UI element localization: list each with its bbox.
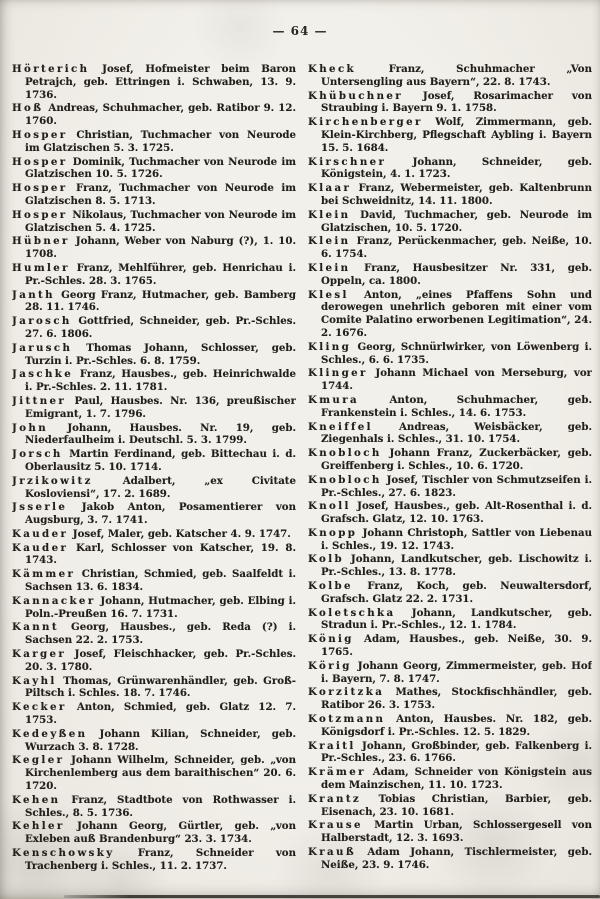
entry-surname: König — [308, 633, 354, 646]
entry-text: Johann Georg, Zimmermeister, geb. Hof i. Bayern, 7. 8. 1747. — [321, 659, 592, 685]
entry-text: Thomas, Grünwarenhändler, geb. Groß-Piltsch i. Schles. 18. 7. 1746. — [25, 674, 296, 700]
register-entry — [12, 595, 296, 621]
register-entry — [308, 156, 592, 182]
entry-surname: Kämmer — [12, 568, 76, 581]
entry-text: Johann, Schneider, geb. Königstein, 4. 1. 1723. — [321, 155, 592, 181]
entry-text: Franz, Mehlführer, geb. Henrichau i. Pr.-Schles. 28. 3. 1765. — [25, 261, 296, 287]
register-entry — [308, 819, 592, 845]
entry-text: Johann Michael von Merseburg, vor 1744. — [321, 367, 592, 393]
entry-surname: Hosper — [12, 182, 68, 195]
entry-text: Georg, Schnürlwirker, von Löwenberg i. Schles., 6. 6. 1735. — [321, 340, 592, 366]
register-entry — [12, 156, 296, 182]
entry-text: Johann, Großbinder, geb. Falkenberg i. Pr.-Schles., 23. 6. 1766. — [321, 739, 592, 765]
entry-surname: Kneiffel — [308, 420, 373, 433]
entry-text: Wolf, Zimmermann, geb. Klein-Kirchberg, Pflegschaft Aybling i. Bayern 15. 5. 1684. — [321, 116, 592, 154]
register-entry — [308, 447, 592, 473]
register-entry — [12, 395, 296, 421]
entry-text: Josef, Fleischhacker, geb. Pr.-Schles. 20. 3. 1780. — [25, 648, 296, 673]
entry-surname: Hoß — [12, 102, 44, 115]
entry-text: Adam, Hausbes., geb. Neiße, 30. 9. 1765. — [321, 633, 592, 659]
register-entry — [308, 553, 592, 579]
register-entry — [12, 342, 296, 368]
entry-surname: Khübuchner — [308, 89, 404, 102]
entry-text: Tobias Christian, Barbier, geb. Eisenach, 23. 10. 1681. — [321, 792, 592, 818]
entry-text: Josef, Maler, geb. Katscher 4. 9. 1747. — [69, 527, 291, 540]
register-entry — [308, 341, 592, 367]
entry-surname: Jrzikowitz — [12, 474, 93, 487]
entry-text: Martin Ferdinand, geb. Bittechau i. d. Oberlausitz 5. 10. 1714. — [25, 448, 296, 473]
register-entry — [12, 182, 296, 208]
entry-text: Gottfried, Schneider, geb. Pr.-Schles. 27. 6. 1806. — [25, 315, 296, 340]
entry-surname: Kegler — [12, 754, 65, 767]
register-entry — [308, 580, 592, 606]
entry-surname: John — [12, 421, 49, 434]
register-entry — [308, 660, 592, 686]
entry-text: Franz, Hausbes., geb. Heinrichwalde i. Pr.-Schles. 2. 11. 1781. — [25, 368, 296, 394]
register-entry — [308, 367, 592, 393]
entry-surname: Kehler — [12, 820, 65, 833]
register-entry — [308, 63, 592, 89]
entry-text: Mathes, Stockfischhändler, geb. Ratibor 26. 3. 1753. — [321, 686, 592, 712]
entry-surname: Krämer — [308, 766, 366, 779]
entry-surname: Kolbe — [308, 580, 353, 593]
entry-surname: Knoll — [308, 500, 351, 513]
entry-surname: Kecker — [12, 701, 67, 714]
register-entry — [12, 102, 296, 128]
entry-text: Franz, Tuchmacher von Neurode im Glatzischen 8. 5. 1713. — [25, 182, 296, 207]
register-entry — [308, 686, 592, 712]
entry-text: Johann Kilian, Schneider, geb. Wurzach 3. 8. 1728. — [25, 727, 296, 753]
entry-text: Adam Johann, Tischlermeister, geb. Neiße, 23. 9. 1746. — [321, 846, 592, 871]
register-entry — [308, 500, 592, 526]
entry-text: Andreas, Weisbäcker, geb. Ziegenhals i. Schles., 31. 10. 1754. — [321, 420, 592, 446]
register-entry — [12, 675, 296, 701]
entry-text: Thomas Johann, Schlosser, geb. Turzin i. Pr.-Schles. 6. 8. 1759. — [25, 341, 296, 367]
entry-text: Johann Franz, Zuckerbäcker, geb. Greiffenberg i. Schles., 10. 6. 1720. — [321, 447, 592, 472]
entry-surname: Klaar — [308, 182, 352, 195]
register-entry — [308, 116, 592, 154]
entry-text: Franz, Stadtbote von Rothwasser i. Schles., 8. 5. 1736. — [25, 793, 296, 819]
entry-surname: Hosper — [12, 155, 68, 168]
entry-text: Johann Wilhelm, Schneider, geb. „von Kirchenlemberg aus dem baraithischen“ 20. 6. 1720. — [25, 754, 296, 793]
entry-text: Anton, Schuhmacher, geb. Frankenstein i. Schles., 14. 6. 1753. — [321, 393, 592, 419]
register-entry — [12, 448, 296, 474]
entry-surname: Klein — [308, 235, 351, 248]
register-entry — [12, 475, 296, 501]
entry-text: Karl, Schlosser von Katscher, 19. 8. 1743. — [25, 541, 296, 567]
entry-text: Johann Georg, Gürtler, geb. „von Exleben auß Brandenburg“ 23. 3. 1734. — [25, 820, 296, 846]
register-entry — [12, 129, 296, 155]
entry-text: Josef, Tischler von Schmutzseifen i. Pr.-Schles., 27. 6. 1823. — [321, 473, 592, 499]
entry-text: Franz, Schneider von Trachenberg i. Schles., 11. 2. 1737. — [25, 847, 296, 872]
register-entry — [12, 820, 296, 846]
entry-surname: Humler — [12, 261, 70, 274]
register-entry — [308, 262, 592, 288]
entry-text: Franz, Perückenmacher, geb. Neiße, 10. 6. 1754. — [321, 235, 592, 261]
entry-surname: Janth — [12, 288, 55, 301]
entry-text: Dominik, Tuchmacher von Neurode im Glatzischen 10. 5. 1726. — [25, 155, 296, 181]
entry-surname: Kedeyßen — [12, 727, 88, 740]
register-entry — [308, 235, 592, 261]
register-entry — [308, 474, 592, 500]
entry-text: Johann Christoph, Sattler von Liebenau i. Schles., 19. 12. 1743. — [321, 526, 592, 552]
register-entry — [12, 209, 296, 235]
entry-text: Jakob Anton, Posamentierer von Augsburg, 3. 7. 1741. — [25, 501, 296, 527]
register-entry — [308, 90, 592, 116]
entry-surname: Jittner — [12, 394, 67, 407]
entry-surname: Jarosch — [12, 315, 72, 328]
register-entry — [12, 648, 296, 674]
entry-text: Johann, Hausbes. Nr. 19, geb. Niederfaulheim i. Deutschl. 5. 3. 1799. — [25, 421, 296, 447]
entry-surname: Korzitzka — [308, 686, 385, 699]
entry-surname: Hosper — [12, 208, 68, 221]
entry-surname: Krause — [308, 819, 363, 832]
entry-surname: Hosper — [12, 128, 68, 141]
register-entry — [12, 701, 296, 727]
register-entry — [12, 235, 296, 261]
two-column-text-block — [12, 63, 593, 887]
entry-text: Josef, Hofmeister beim Baron Petrajch, geb. Ettringen i. Schwaben, 13. 9. 1736. — [25, 63, 296, 101]
entry-text: Andreas, Schuhmacher, geb. Ratibor 9. 12. 1760. — [25, 102, 296, 128]
register-entry — [12, 568, 296, 594]
entry-text: Adam, Schneider von Königstein aus dem Mainzischen, 11. 10. 1723. — [321, 766, 592, 792]
entry-surname: Kauder — [12, 541, 69, 554]
register-entry — [308, 633, 592, 659]
entry-surname: Kirschner — [308, 155, 387, 168]
register-entry — [12, 728, 296, 754]
register-entry — [12, 422, 296, 448]
entry-text: Johann, Landkutscher, geb. Lischowitz i. Pr.-Schles., 13. 8. 1778. — [321, 553, 592, 579]
entry-surname: Klesl — [308, 288, 349, 301]
entry-text: Anton, Schmied, geb. Glatz 12. 7. 1753. — [25, 701, 296, 727]
register-entry — [12, 289, 296, 315]
entry-text: Franz, Koch, geb. Neuwaltersdorf, Grafsch. Glatz 22. 2. 1731. — [321, 580, 592, 605]
register-entry — [12, 794, 296, 820]
page-number: — 64 — — [272, 24, 328, 38]
entry-text: Franz, Schuhmacher „Von Untersengling aus Bayern“, 22. 8. 1743. — [321, 63, 592, 88]
register-entry — [12, 63, 296, 101]
entry-text: Martin Urban, Schlossergesell von Halberstadt, 12. 3. 1693. — [321, 819, 592, 845]
register-entry — [12, 315, 296, 341]
entry-surname: Kolb — [308, 553, 345, 566]
entry-surname: Jaschke — [12, 368, 74, 381]
entry-surname: Kehen — [12, 793, 61, 806]
register-entry — [12, 368, 296, 394]
entry-surname: Klinger — [308, 367, 368, 380]
entry-text: Anton, Hausbes. Nr. 182, geb. Königsdorf i. Pr.-Schles. 12. 5. 1829. — [321, 713, 592, 738]
entry-surname: Knobloch — [308, 473, 382, 486]
entry-text: David, Tuchmacher, geb. Neurode im Glatzischen, 10. 5. 1720. — [321, 208, 592, 234]
entry-surname: Hörterich — [12, 63, 90, 75]
entry-text: Franz, Hausbesitzer Nr. 331, geb. Oppeln, ca. 1800. — [321, 261, 592, 287]
register-entry — [12, 621, 296, 647]
entry-text: Johann, Hutmacher, geb. Elbing i. Poln.-Preußen 16. 7. 1731. — [25, 594, 296, 620]
entry-surname: Kraitl — [308, 739, 356, 752]
entry-surname: Kannt — [12, 621, 59, 634]
entry-text: Adalbert, „ex Civitate Kosloviensi“, 17. 2. 1689. — [25, 474, 296, 500]
entry-surname: Kenschowsky — [12, 847, 115, 860]
entry-surname: Jorsch — [12, 448, 63, 461]
entry-text: Johann, Landkutscher, geb. Stradun i. Pr.-Schles., 12. 1. 1784. — [321, 606, 592, 632]
entry-surname: Kayhl — [12, 674, 57, 687]
entry-surname: Kmura — [308, 393, 360, 406]
entry-text: Josef, Hausbes., geb. Alt-Rosenthal i. d. Grafsch. Glatz, 12. 10. 1763. — [321, 500, 592, 526]
register-entry — [12, 754, 296, 792]
register-entry — [308, 846, 592, 872]
entry-text: Paul, Hausbes. Nr. 136, preußischer Emigrant, 1. 7. 1796. — [25, 394, 296, 420]
register-entry — [308, 607, 592, 633]
text-column-left — [12, 63, 296, 887]
entry-surname: Kirchenberger — [308, 116, 423, 129]
register-entry — [308, 209, 592, 235]
entry-text: Christian, Schmied, geb. Saalfeldt i. Sachsen 13. 6. 1834. — [25, 568, 296, 594]
register-entry — [12, 528, 296, 541]
register-entry — [308, 793, 592, 819]
entry-surname: Kotzmann — [308, 713, 386, 726]
entry-surname: Kannacker — [12, 594, 96, 607]
entry-surname: Knopp — [308, 526, 358, 539]
entry-surname: Klein — [308, 261, 351, 274]
entry-surname: Krantz — [308, 792, 362, 805]
entry-text: Johann, Weber von Naburg (?), 1. 10. 1708. — [25, 235, 296, 261]
register-entry — [12, 262, 296, 288]
register-entry — [12, 847, 296, 873]
entry-surname: Kheck — [308, 63, 357, 75]
register-entry — [12, 501, 296, 527]
register-entry — [308, 421, 592, 447]
register-entry — [308, 527, 592, 553]
register-entry — [308, 182, 592, 208]
entry-surname: Knobloch — [308, 447, 382, 460]
entry-surname: Krauß — [308, 846, 356, 859]
entry-surname: Jarusch — [12, 341, 73, 354]
entry-surname: Körig — [308, 659, 352, 672]
entry-surname: Klein — [308, 208, 351, 221]
register-entry — [308, 713, 592, 739]
entry-surname: Jsserle — [12, 501, 68, 514]
register-entry — [308, 289, 592, 340]
entry-surname: Koletschka — [308, 606, 396, 619]
scan-edge-artifact — [64, 895, 600, 898]
entry-surname: Karger — [12, 648, 67, 661]
register-entry — [308, 766, 592, 792]
entry-text: Josef, Rosarimacher von Straubing i. Bayern 9. 1. 1758. — [321, 89, 592, 115]
entry-text: Georg, Hausbes., geb. Reda (?) i. Sachsen 22. 2. 1753. — [25, 621, 296, 647]
entry-text: Christian, Tuchmacher von Neurode im Glatzischen 5. 3. 1725. — [25, 128, 296, 154]
entry-text: Franz, Webermeister, geb. Kaltenbrunn bei Schweidnitz, 14. 11. 1800. — [321, 182, 592, 207]
entry-surname: Kling — [308, 340, 352, 353]
register-entry — [308, 740, 592, 766]
register-entry — [12, 542, 296, 568]
entry-text: Nikolaus, Tuchmacher von Neurode im Glatzischen 5. 4. 1725. — [25, 208, 296, 234]
entry-text: Anton, „eines Pfaffens Sohn und derowegen unehrlich geboren mit einer vom Comite Palatino erworbenen Legitimation“, 24. 2. 1676. — [321, 288, 592, 339]
register-entry — [308, 394, 592, 420]
entry-surname: Kauder — [12, 527, 69, 540]
entry-surname: Hübner — [12, 235, 70, 248]
text-column-right — [308, 63, 592, 887]
entry-text: Georg Franz, Hutmacher, geb. Bamberg 28. 11. 1746. — [25, 288, 296, 314]
